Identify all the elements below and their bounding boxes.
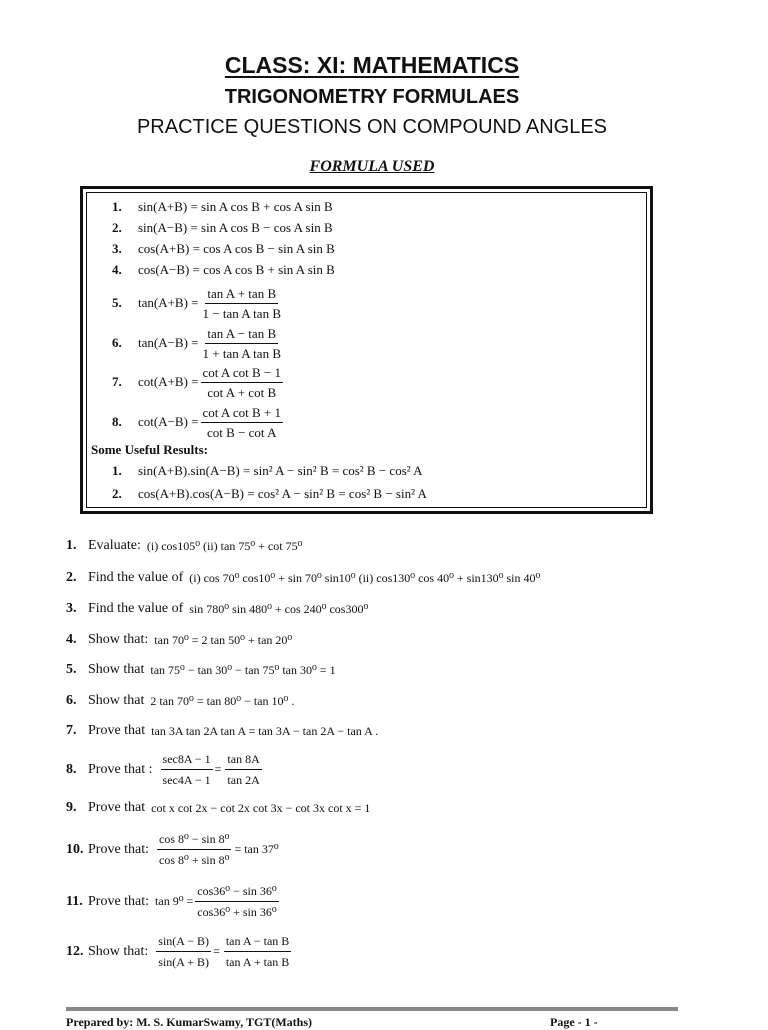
page-title: CLASS: XI: MATHEMATICS <box>224 52 520 78</box>
question: 3. Find the value of sin 780⁰ sin 480⁰ + cos 240⁰ cos300⁰ <box>66 601 369 616</box>
question: 9. Prove that cot x cot 2x − cot 2x cot 3x − cot 3x cot x = 1 <box>66 800 371 815</box>
question: 12. Show that: $\frac{\sin(A - B)}{\sin(A + B)}$ = $\frac{\text{tan A − tan B}}{\text{tan A + tan B}}$ <box>66 934 290 969</box>
question: 6. Show that 2 tan 70⁰ = tan 80⁰ − tan 10⁰ . <box>66 693 295 708</box>
formula-item: 7. cot(A+B) = $\frac{\text{cot A cot B − 1}}{\text{cot A + cot B}}$ <box>112 364 281 400</box>
formula-item: 4. cos(A−B) = cos A cos B + sin A sin B <box>112 262 335 277</box>
footer-author: Prepared by: M. S. KumarSwamy, TGT(Maths) <box>66 1015 313 1029</box>
formula-item: 5. tan(A+B) = $\frac{\text{tan A + tan B}}{\text{1 − tan A tan B}}$ <box>112 285 281 321</box>
useful-results-heading: Some Useful Results: <box>91 442 208 457</box>
fraction: $\frac{\tan 8A}{\tan 2A}$ <box>227 752 260 787</box>
question: 8. Prove that : $\frac{\sec 8A - 1}{\sec 4A - 1}$ = $\frac{\tan 8A}{\tan 2A}$ <box>66 752 260 787</box>
fraction: $\frac{\text{cos 8⁰ − sin 8⁰}}{\text{cos 8⁰ + sin 8⁰}}$ <box>159 832 230 867</box>
question: 10. Prove that: $\frac{\text{cos 8⁰ − sin 8⁰}}{\text{cos 8⁰ + sin 8⁰}}$ = tan 37⁰ <box>66 832 279 867</box>
question: 7. Prove that tan 3A tan 2A tan A = tan 3A − tan 2A − tan A . <box>66 723 379 738</box>
formula-item: 1. sin(A+B) = sin A cos B + cos A sin B <box>112 199 333 214</box>
formula-item: 6. tan(A−B) = $\frac{\text{tan A − tan B}}{\text{1 + tan A tan B}}$ <box>112 325 281 361</box>
fraction: $\frac{\text{tan A + tan B}}{\text{1 − tan A tan B}}$ <box>202 285 281 321</box>
fraction: $\frac{\text{cos36⁰ − sin 36⁰}}{\text{cos36⁰ + sin 36⁰}}$ <box>197 884 277 919</box>
page-number: Page - 1 - <box>550 1015 598 1029</box>
fraction: $\frac{\text{cot A cot B − 1}}{\text{cot A + cot B}}$ <box>202 364 281 400</box>
formula-item: 8. cot(A−B) = $\frac{\text{cot A cot B + 1}}{\text{cot B − cot A}}$ <box>112 404 281 440</box>
formula-item: 2. sin(A−B) = sin A cos B − cos A sin B <box>112 220 333 235</box>
question: 1. Evaluate: (i) cos105⁰ (ii) tan 75⁰ + cot 75⁰ <box>66 538 303 553</box>
question: 2. Find the value of (i) cos 70⁰ cos10⁰ + sin 70⁰ sin10⁰ (ii) cos130⁰ cos 40⁰ + sin130⁰ sin 40⁰ <box>66 570 541 585</box>
question: 11. Prove that: tan 9⁰ = $\frac{\text{cos36⁰ − sin 36⁰}}{\text{cos36⁰ + sin 36⁰}}$ <box>66 884 277 919</box>
useful-item: 1. sin(A+B).sin(A−B) = sin² A − sin² B = cos² B − cos² A <box>112 463 423 478</box>
page-subtitle: TRIGONOMETRY FORMULAES <box>224 86 520 108</box>
page-topic: PRACTICE QUESTIONS ON COMPOUND ANGLES <box>136 116 608 138</box>
useful-item: 2. cos(A+B).cos(A−B) = cos² A − sin² B = cos² B − sin² A <box>112 486 427 501</box>
question: 4. Show that: tan 70⁰ = 2 tan 50⁰ + tan 20⁰ <box>66 632 293 647</box>
fraction: $\frac{\text{tan A − tan B}}{\text{1 + tan A tan B}}$ <box>202 325 281 361</box>
section-heading: FORMULA USED <box>309 158 435 175</box>
question: 5. Show that tan 75⁰ − tan 30⁰ − tan 75⁰ tan 30⁰ = 1 <box>66 662 336 677</box>
fraction: $\frac{\text{cot A cot B + 1}}{\text{cot B − cot A}}$ <box>202 404 281 440</box>
fraction: $\frac{\sin(A - B)}{\sin(A + B)}$ <box>158 934 210 969</box>
formula-item: 3. cos(A+B) = cos A cos B − sin A sin B <box>112 241 335 256</box>
footer-divider <box>66 1007 678 1011</box>
fraction: $\frac{\sec 8A - 1}{\sec 4A - 1}$ <box>162 752 211 787</box>
fraction: $\frac{\text{tan A − tan B}}{\text{tan A + tan B}}$ <box>225 934 290 969</box>
